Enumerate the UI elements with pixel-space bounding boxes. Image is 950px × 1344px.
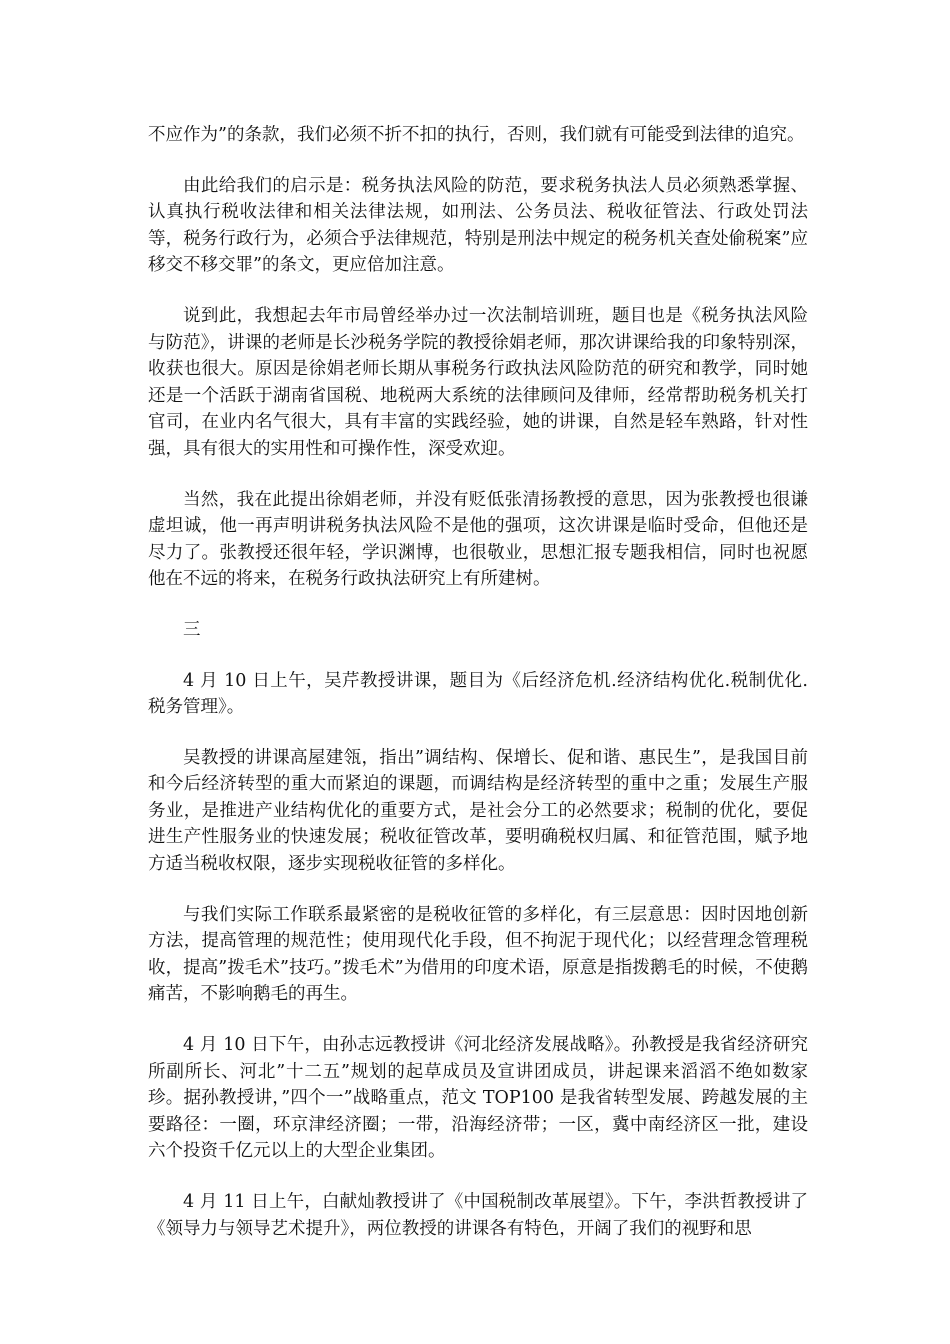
paragraph-5: 4 月 10 日上午，吴芹教授讲课，题目为《后经济危机.经济结构优化.税制优化.税务管理》。 <box>148 670 808 718</box>
section-heading-3: 三 <box>183 619 201 640</box>
paragraph-2: 由此给我们的启示是：税务执法风险的防范，要求税务执法人员必须熟悉掌握、认真执行税收法律和相关法律法规，如刑法、公务员法、税收征管法、行政处罚法等，税务行政行为，必须合乎法律规范，特别是刑法中规定的税务机关查处偷税案”应移交不移交罪”的条文，更应倍加注意。 <box>148 175 808 276</box>
paragraph-3: 说到此，我想起去年市局曾经举办过一次法制培训班，题目也是《税务执法风险与防范》，讲课的老师是长沙税务学院的教授徐娟老师，那次讲课给我的印象特别深，收获也很大。原因是徐娟老师长期从事税务行政执法风险防范的研究和教学，同时她还是一个活跃于湖南省国税、地税两大系统的法律顾问及律师，经常帮助税务机关打官司，在业内名气很大，具有丰富的实践经验，她的讲课，自然是轻车熟路，针对性强，具有很大的实用性和可操作性，深受欢迎。 <box>148 305 808 459</box>
paragraph-7: 与我们实际工作联系最紧密的是税收征管的多样化，有三层意思：因时因地创新方法，提高管理的规范性；使用现代化手段，但不拘泥于现代化；以经营理念管理税收，提高”拨毛术”技巧。”拨毛术”为借用的印度术语，原意是指拨鹅毛的时候，不使鹅痛苦，不影响鹅毛的再生。 <box>148 904 808 1005</box>
paragraph-8: 4 月 10 日下午，由孙志远教授讲《河北经济发展战略》。孙教授是我省经济研究所副所长、河北”十二五”规划的起草成员及宣讲团成员，讲起课来滔滔不绝如数家珍。据孙教授讲，”四个一”战略重点，范文 TOP100 是我省转型发展、跨越发展的主要路径：一圈，环京津经济圈；一带，沿海经济带；一区，冀中南经济区一批，建设六个投资千亿元以上的大型企业集团。 <box>148 1035 808 1162</box>
paragraph-9: 4 月 11 日上午，白献灿教授讲了《中国税制改革展望》。下午，李洪哲教授讲了《领导力与领导艺术提升》，两位教授的讲课各有特色，开阔了我们的视野和思 <box>148 1192 808 1239</box>
document-page <box>148 122 808 1266</box>
paragraph-6: 吴教授的讲课高屋建瓴，指出”调结构、保增长、促和谐、惠民生”，是我国目前和今后经济转型的重大而紧迫的课题，而调结构是经济转型的重中之重；发展生产服务业，是推进产业结构优化的重要方式，是社会分工的必然要求；税制的优化，要促进生产性服务业的快速发展；税收征管改革，要明确税权归属、和征管范围，赋予地方适当税收权限，逐步实现税收征管的多样化。 <box>148 747 808 875</box>
paragraph-4: 当然，我在此提出徐娟老师，并没有贬低张清扬教授的意思，因为张教授也很谦虚坦诚，他一再声明讲税务执法风险不是他的强项，这次讲课是临时受命，但他还是尽力了。张教授还很年轻，学识渊博，也很敬业，思想汇报专题我相信，同时也祝愿他在不远的将来，在税务行政执法研究上有所建树。 <box>148 489 808 590</box>
paragraph-1: 不应作为”的条款，我们必须不折不扣的执行，否则，我们就有可能受到法律的追究。 <box>148 125 805 145</box>
